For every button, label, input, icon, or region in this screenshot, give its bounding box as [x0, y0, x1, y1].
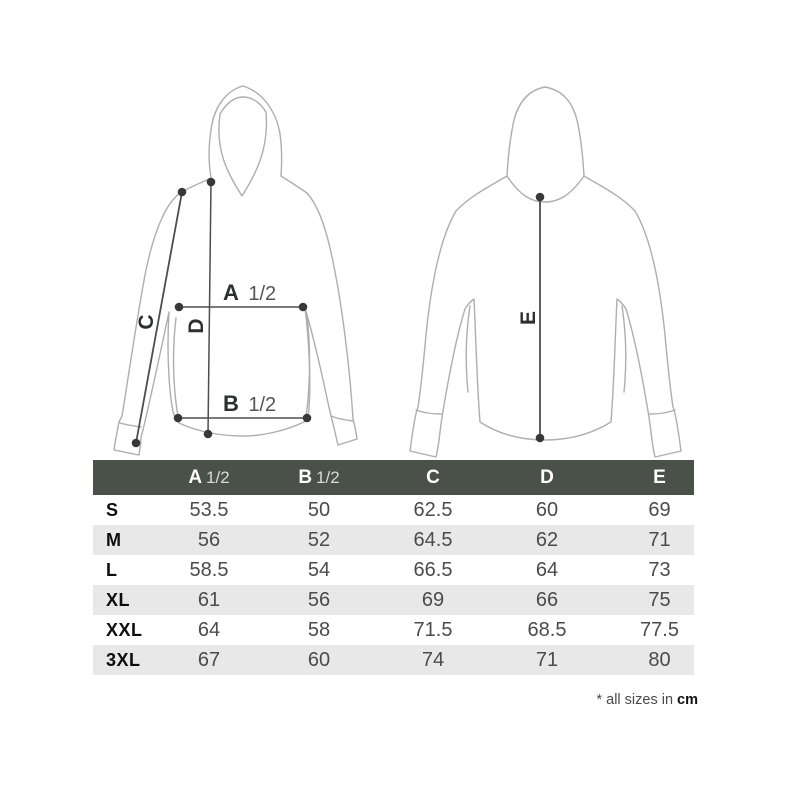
col-header-letter: C: [426, 466, 440, 488]
col-header-letter: D: [540, 466, 554, 488]
footnote-text: * all sizes in: [596, 692, 674, 708]
table-row-l: [93, 555, 694, 585]
label-a-half: A 1/2: [223, 280, 277, 305]
units-footnote: [596, 692, 698, 708]
value-cell: 69: [375, 585, 491, 615]
table-row-m: [93, 525, 694, 555]
col-header-letter: A: [188, 466, 203, 488]
value-cell: 68.5: [527, 618, 567, 641]
value-cell: 80: [603, 645, 694, 675]
label-d: D: [185, 318, 208, 334]
size-label: S: [106, 499, 119, 520]
table-row-3xl: [93, 645, 694, 675]
size-table-header-row: [93, 460, 694, 495]
table-row-s: [93, 495, 694, 525]
value-cell: 66: [491, 585, 603, 615]
size-label: L: [106, 559, 118, 580]
size-label: 3XL: [93, 645, 155, 675]
col-header-letter: E: [653, 466, 666, 488]
size-label: M: [93, 525, 155, 555]
value-cell: 60: [263, 645, 375, 675]
value-cell: 56: [155, 525, 263, 555]
value-cell: 71: [491, 645, 603, 675]
col-header-fraction: 1/2: [316, 467, 340, 487]
col-header-letter: B: [298, 466, 313, 488]
label-e: E: [517, 310, 540, 326]
value-cell: 67: [155, 645, 263, 675]
value-cell: 64: [197, 618, 221, 641]
footnote-unit: cm: [677, 692, 698, 708]
value-cell: 66.5: [413, 558, 453, 581]
value-cell: 77.5: [640, 618, 679, 641]
value-cell: 58: [307, 618, 331, 641]
value-cell: 74: [375, 645, 491, 675]
value-cell: 62.5: [413, 498, 453, 521]
value-cell: 50: [307, 498, 331, 521]
value-cell: 54: [307, 558, 331, 581]
value-cell: 52: [263, 525, 375, 555]
value-cell: 75: [603, 585, 694, 615]
value-cell: 73: [648, 558, 671, 581]
label-b-half: B 1/2: [223, 391, 277, 416]
label-c: C: [135, 314, 158, 330]
value-cell: 61: [155, 585, 263, 615]
size-table: [93, 460, 694, 675]
table-row-xxl: [93, 615, 694, 645]
col-header-a-half: [155, 460, 263, 495]
col-header-b-half: [263, 460, 375, 495]
value-cell: 58.5: [189, 558, 229, 581]
col-header-size: [93, 460, 155, 495]
size-label: XL: [93, 585, 155, 615]
value-cell: 64.5: [375, 525, 491, 555]
col-header-e: [603, 460, 694, 495]
value-cell: 62: [491, 525, 603, 555]
value-cell: 53.5: [189, 498, 229, 521]
value-cell: 56: [263, 585, 375, 615]
value-cell: 60: [535, 498, 559, 521]
size-label: XXL: [106, 619, 143, 640]
col-header-fraction: 1/2: [206, 467, 230, 487]
value-cell: 71.5: [413, 618, 453, 641]
col-header-c: [375, 460, 491, 495]
value-cell: 71: [603, 525, 694, 555]
value-cell: 64: [535, 558, 559, 581]
table-row-xl: [93, 585, 694, 615]
hoodie-back-outline: [410, 87, 681, 457]
col-header-d: [491, 460, 603, 495]
value-cell: 69: [648, 498, 671, 521]
